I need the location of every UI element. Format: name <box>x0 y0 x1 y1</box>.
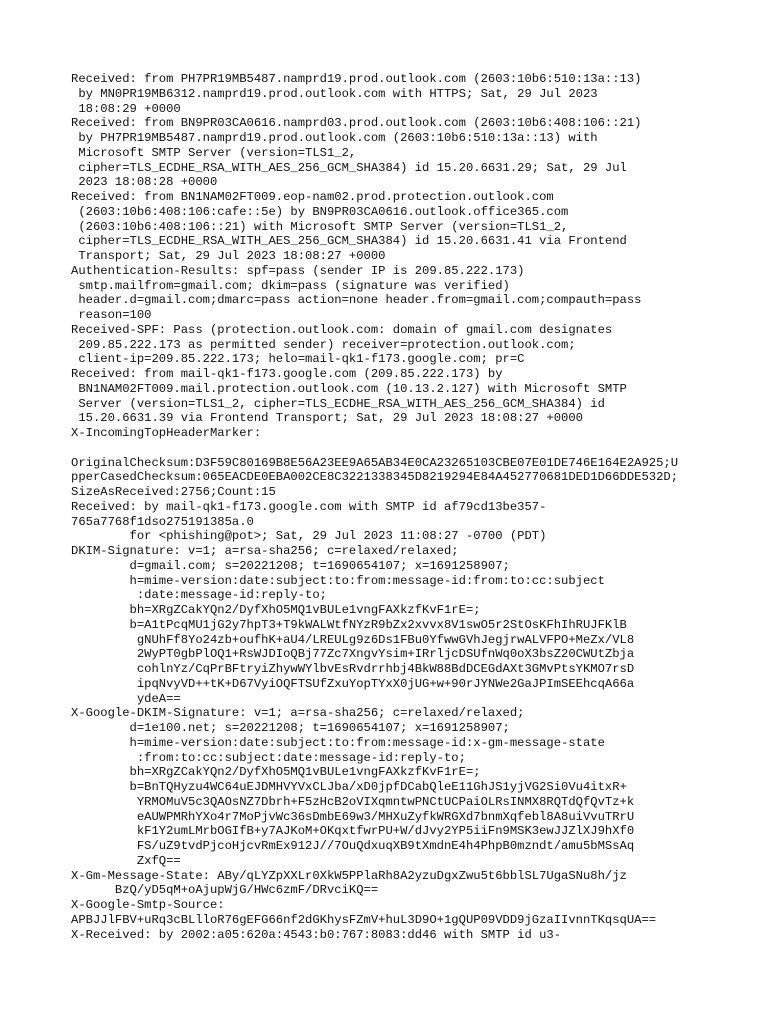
header-line: X-IncomingTopHeaderMarker: <box>71 426 262 440</box>
header-line: Transport; Sat, 29 Jul 2023 18:08:27 +0000 <box>71 249 386 263</box>
header-line: bh=XRgZCakYQn2/DyfXhO5MQ1vBULe1vngFAXkzfKvF1rE=; <box>71 603 481 617</box>
header-line: ydeA== <box>71 691 181 706</box>
header-line: DKIM-Signature: v=1; a=rsa-sha256; c=relaxed/relaxed; <box>71 544 459 558</box>
header-line: smtp.mailfrom=gmail.com; dkim=pass (signature was verified) <box>71 278 510 293</box>
header-line: (2603:10b6:408:106::21) with Microsoft SMTP Server (version=TLS1_2, <box>71 219 569 234</box>
header-line: BzQ/yD5qM+oAjupWjG/HWc6zmF/DRvciKQ== <box>71 883 379 898</box>
header-line: Authentication-Results: spf=pass (sender IP is 209.85.222.173) <box>71 263 525 278</box>
header-line: by MN0PR19MB6312.namprd19.prod.outlook.com with HTTPS; Sat, 29 Jul 2023 <box>71 86 598 101</box>
header-line: h=mime-version:date:subject:to:from:message-id:x-gm-message-state <box>71 735 605 750</box>
header-line: 2WyPT0gbPlOQ1+RsWJDIoQBj77Zc7XngvYsim+IRrljcDSUfnWq0oX3bsZ20CWUtZbja <box>71 647 635 662</box>
header-line: bh=XRgZCakYQn2/DyfXhO5MQ1vBULe1vngFAXkzfKvF1rE=; <box>71 765 481 780</box>
header-line: cipher=TLS_ECDHE_RSA_WITH_AES_256_GCM_SHA384) id 15.20.6631.41 via Frontend <box>71 234 627 249</box>
header-line: :date:message-id:reply-to; <box>71 588 327 603</box>
header-line: Received: from PH7PR19MB5487.namprd19.prod.outlook.com (2603:10b6:510:13a::13) <box>71 72 642 86</box>
header-line: Server (version=TLS1_2, cipher=TLS_ECDHE_RSA_WITH_AES_256_GCM_SHA384) id <box>71 396 605 411</box>
email-header-document <box>71 72 751 942</box>
header-line: Microsoft SMTP Server (version=TLS1_2, <box>71 145 357 160</box>
header-line: YRMOMuV5c3QAOsNZ7Dbrh+F5zHcB2oVIXqmntwPNCtUCPaiOLRsINMX8RQTdQfQvTz+k <box>71 794 635 809</box>
header-line: 2023 18:08:28 +0000 <box>71 175 218 190</box>
header-line: X-Google-DKIM-Signature: v=1; a=rsa-sha256; c=relaxed/relaxed; <box>71 706 525 721</box>
header-line: OriginalChecksum:D3F59C80169B8E56A23EE9A65AB34E0CA23265103CBE07E01DE746E164E2A925;U <box>71 455 679 470</box>
header-line: b=BnTQHyzu4WC64uEJDMHVYVxCLJba/xD0jpfDCabQleE11GhJS1yjVG2Si0Vu4itxR+ <box>71 780 627 794</box>
header-line: cohlnYz/CqPrBFtryiZhywWYlbvEsRvdrrhbj4BkW88BdDCEGdAXt3GMvPtsYKMO7rsD <box>71 662 635 676</box>
header-line: for <phishing@pot>; Sat, 29 Jul 2023 11:08:27 -0700 (PDT) <box>71 529 547 544</box>
header-line: X-Gm-Message-State: ABy/qLYZpXXLr0XkW5PPlaRh8A2yzuDgxZwu5t6bblSL7UgaSNu8h/jz <box>71 868 627 883</box>
header-line <box>71 441 751 456</box>
header-line: pperCasedChecksum:065EACDE0EBA002CE8C3221338345D8219294E84A452770681DED1D66DDE532D; <box>71 470 679 485</box>
header-line: X-Google-Smtp-Source: <box>71 898 225 912</box>
header-line: BN1NAM02FT009.mail.protection.outlook.com (10.13.2.127) with Microsoft SMTP <box>71 381 627 396</box>
header-line: d=1e100.net; s=20221208; t=1690654107; x=1691258907; <box>71 721 510 735</box>
header-line: SizeAsReceived:2756;Count:15 <box>71 485 276 499</box>
header-line: client-ip=209.85.222.173; helo=mail-qk1-f173.google.com; pr=C <box>71 352 525 367</box>
header-line: kF1Y2umLMrbOGIfB+y7AJKoM+OKqxtfwrPU+W/dJvy2YP5iiFn9MSK3ewJJZlXJ9hXf0 <box>71 824 635 839</box>
header-line: gNUhFf8Yo24zb+oufhK+aU4/LREULg9z6Ds1FBu0YfwwGVhJegjrwALVFPO+MeZx/VL8 <box>71 632 635 647</box>
header-line: Received: from BN1NAM02FT009.eop-nam02.prod.protection.outlook.com <box>71 190 554 204</box>
header-line: 209.85.222.173 as permitted sender) receiver=protection.outlook.com; <box>71 337 576 352</box>
header-line: Received: by mail-qk1-f173.google.com with SMTP id af79cd13be357- <box>71 499 547 514</box>
header-line: X-Received: by 2002:a05:620a:4543:b0:767:8083:dd46 with SMTP id u3- <box>71 927 562 942</box>
header-line: b=A1tPcqMU1jG2y7hpT3+T9kWALWtfNYzR9bZx2xvvx8V1swO5r2StOsKFhIhRUJFKlB <box>71 617 627 632</box>
header-line: FS/uZ9tvdPjcoHjcvRmEx912J//7OuQdxuqXB9tXmdnE4h4PhpB0mzndt/amu5bMSsAq <box>71 839 635 853</box>
header-line: ipqNvyVD++tK+D67VyiOQFTSUfZxuYopTYxX0jUG+w+90rJYNWe2GaJPImSEEhcqA66a <box>71 676 635 691</box>
header-line: 765a7768f1dso275191385a.0 <box>71 514 254 529</box>
header-line: (2603:10b6:408:106:cafe::5e) by BN9PR03CA0616.outlook.office365.com <box>71 204 569 219</box>
header-line: h=mime-version:date:subject:to:from:message-id:from:to:cc:subject <box>71 573 605 588</box>
header-line: eAUWPMRhYXo4r7MoPjvWc36sDmbE69w3/MHXuZyfkWRGXd7bnmXqfebl8A8uiVvuTRrU <box>71 809 635 824</box>
header-line: Received-SPF: Pass (protection.outlook.com: domain of gmail.com designates <box>71 322 613 337</box>
header-line: reason=100 <box>71 308 152 322</box>
header-line: Received: from mail-qk1-f173.google.com (209.85.222.173) by <box>71 367 503 381</box>
header-line: header.d=gmail.com;dmarc=pass action=none header.from=gmail.com;compauth=pass <box>71 293 642 308</box>
header-line: 18:08:29 +0000 <box>71 101 181 116</box>
header-line: d=gmail.com; s=20221208; t=1690654107; x=1691258907; <box>71 558 510 573</box>
header-line: 15.20.6631.39 via Frontend Transport; Sat, 29 Jul 2023 18:08:27 +0000 <box>71 411 583 426</box>
header-line: :from:to:cc:subject:date:message-id:reply-to; <box>71 750 466 765</box>
header-line: ZxfQ== <box>71 853 181 868</box>
header-line: cipher=TLS_ECDHE_RSA_WITH_AES_256_GCM_SHA384) id 15.20.6631.29; Sat, 29 Jul <box>71 160 627 175</box>
header-line: Received: from BN9PR03CA0616.namprd03.prod.outlook.com (2603:10b6:408:106::21) <box>71 116 642 131</box>
header-line: APBJJlFBV+uRq3cBLlloR76gEFG66nf2dGKhysFZmV+huL3D9O+1gQUP09VDD9jGzaIIvnnTKqsqUA== <box>71 912 657 927</box>
header-line: by PH7PR19MB5487.namprd19.prod.outlook.com (2603:10b6:510:13a::13) with <box>71 131 598 145</box>
